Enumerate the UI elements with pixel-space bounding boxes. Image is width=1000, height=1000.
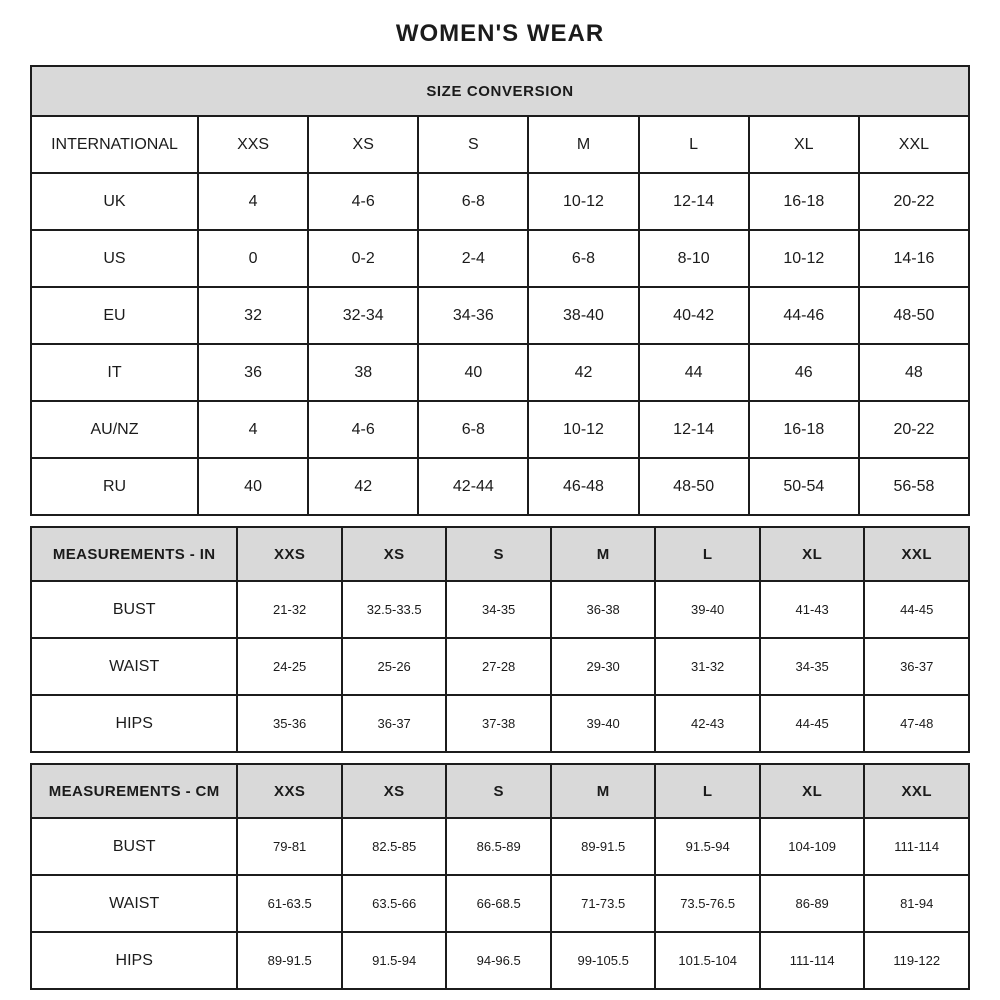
measurement-value-cell: 34-35 bbox=[760, 638, 865, 695]
size-value-cell: 36 bbox=[198, 344, 308, 401]
size-value-cell: 20-22 bbox=[859, 401, 969, 458]
size-conversion-title: SIZE CONVERSION bbox=[31, 66, 969, 116]
row-label: US bbox=[31, 230, 198, 287]
column-header-l: L bbox=[639, 116, 749, 173]
column-header-xs: XS bbox=[342, 764, 447, 818]
column-header-l: L bbox=[655, 527, 760, 581]
column-header-m: M bbox=[528, 116, 638, 173]
size-value-cell: 16-18 bbox=[749, 173, 859, 230]
measurement-value-cell: 29-30 bbox=[551, 638, 656, 695]
measurement-value-cell: 82.5-85 bbox=[342, 818, 447, 875]
measurement-value-cell: 44-45 bbox=[864, 581, 969, 638]
measurement-value-cell: 73.5-76.5 bbox=[655, 875, 760, 932]
measurement-value-cell: 89-91.5 bbox=[237, 932, 342, 989]
table-row-uk bbox=[31, 173, 969, 230]
measurement-value-cell: 86.5-89 bbox=[446, 818, 551, 875]
measurement-value-cell: 119-122 bbox=[864, 932, 969, 989]
size-value-cell: 12-14 bbox=[639, 173, 749, 230]
measurements-cm-title: MEASUREMENTS - CM bbox=[31, 764, 237, 818]
size-value-cell: 48-50 bbox=[639, 458, 749, 515]
measurement-value-cell: 86-89 bbox=[760, 875, 865, 932]
table-row-hips bbox=[31, 932, 969, 989]
measurement-value-cell: 39-40 bbox=[655, 581, 760, 638]
column-header-s: S bbox=[418, 116, 528, 173]
size-value-cell: 46 bbox=[749, 344, 859, 401]
size-value-cell: 16-18 bbox=[749, 401, 859, 458]
table-row-ru bbox=[31, 458, 969, 515]
measurement-value-cell: 47-48 bbox=[864, 695, 969, 752]
size-value-cell: 42-44 bbox=[418, 458, 528, 515]
column-header-xxs: XXS bbox=[237, 764, 342, 818]
size-value-cell: 10-12 bbox=[749, 230, 859, 287]
size-guide-page bbox=[30, 0, 970, 990]
size-value-cell: 42 bbox=[528, 344, 638, 401]
measurement-value-cell: 44-45 bbox=[760, 695, 865, 752]
table-row-bust bbox=[31, 581, 969, 638]
table-row-waist bbox=[31, 638, 969, 695]
column-header-xxl: XXL bbox=[864, 527, 969, 581]
table-header-row bbox=[31, 527, 969, 581]
size-value-cell: 56-58 bbox=[859, 458, 969, 515]
size-value-cell: 40 bbox=[418, 344, 528, 401]
row-label: RU bbox=[31, 458, 198, 515]
measurement-value-cell: 37-38 bbox=[446, 695, 551, 752]
table-row-waist bbox=[31, 875, 969, 932]
size-value-cell: 32 bbox=[198, 287, 308, 344]
measurement-value-cell: 24-25 bbox=[237, 638, 342, 695]
column-header-xl: XL bbox=[760, 764, 865, 818]
size-value-cell: 8-10 bbox=[639, 230, 749, 287]
measurement-value-cell: 99-105.5 bbox=[551, 932, 656, 989]
row-label: BUST bbox=[31, 581, 237, 638]
column-header-xxs: XXS bbox=[198, 116, 308, 173]
size-value-cell: 4-6 bbox=[308, 173, 418, 230]
measurement-value-cell: 25-26 bbox=[342, 638, 447, 695]
measurement-value-cell: 42-43 bbox=[655, 695, 760, 752]
measurement-value-cell: 94-96.5 bbox=[446, 932, 551, 989]
size-value-cell: 38 bbox=[308, 344, 418, 401]
size-conversion-table bbox=[30, 65, 970, 516]
size-value-cell: 14-16 bbox=[859, 230, 969, 287]
measurement-value-cell: 36-37 bbox=[864, 638, 969, 695]
table-row-it bbox=[31, 344, 969, 401]
size-value-cell: 48-50 bbox=[859, 287, 969, 344]
table-row-hips bbox=[31, 695, 969, 752]
row-label: IT bbox=[31, 344, 198, 401]
size-value-cell: 44-46 bbox=[749, 287, 859, 344]
row-label: UK bbox=[31, 173, 198, 230]
size-value-cell: 42 bbox=[308, 458, 418, 515]
size-value-cell: 0-2 bbox=[308, 230, 418, 287]
table-row-bust bbox=[31, 818, 969, 875]
column-header-xs: XS bbox=[342, 527, 447, 581]
table-caption-row bbox=[31, 66, 969, 116]
column-header-xxs: XXS bbox=[237, 527, 342, 581]
size-value-cell: 38-40 bbox=[528, 287, 638, 344]
row-label: HIPS bbox=[31, 695, 237, 752]
size-value-cell: 10-12 bbox=[528, 173, 638, 230]
size-value-cell: 12-14 bbox=[639, 401, 749, 458]
measurement-value-cell: 34-35 bbox=[446, 581, 551, 638]
measurement-value-cell: 81-94 bbox=[864, 875, 969, 932]
measurement-value-cell: 91.5-94 bbox=[655, 818, 760, 875]
column-header-s: S bbox=[446, 527, 551, 581]
measurement-value-cell: 35-36 bbox=[237, 695, 342, 752]
column-header-xxl: XXL bbox=[864, 764, 969, 818]
size-value-cell: 40 bbox=[198, 458, 308, 515]
measurement-value-cell: 36-37 bbox=[342, 695, 447, 752]
size-value-cell: 4 bbox=[198, 173, 308, 230]
size-value-cell: 2-4 bbox=[418, 230, 528, 287]
measurement-value-cell: 111-114 bbox=[864, 818, 969, 875]
size-value-cell: 10-12 bbox=[528, 401, 638, 458]
table-header-row bbox=[31, 116, 969, 173]
size-value-cell: 6-8 bbox=[418, 173, 528, 230]
column-header-international: INTERNATIONAL bbox=[31, 116, 198, 173]
measurement-value-cell: 27-28 bbox=[446, 638, 551, 695]
size-value-cell: 48 bbox=[859, 344, 969, 401]
column-header-xs: XS bbox=[308, 116, 418, 173]
column-header-xl: XL bbox=[749, 116, 859, 173]
page-title: WOMEN'S WEAR bbox=[395, 20, 605, 47]
measurement-value-cell: 61-63.5 bbox=[237, 875, 342, 932]
size-value-cell: 46-48 bbox=[528, 458, 638, 515]
size-value-cell: 4-6 bbox=[308, 401, 418, 458]
size-value-cell: 0 bbox=[198, 230, 308, 287]
measurement-value-cell: 66-68.5 bbox=[446, 875, 551, 932]
column-header-s: S bbox=[446, 764, 551, 818]
measurements-in-table bbox=[30, 526, 970, 753]
row-label: AU/NZ bbox=[31, 401, 198, 458]
row-label: HIPS bbox=[31, 932, 237, 989]
measurements-in-title: MEASUREMENTS - IN bbox=[31, 527, 237, 581]
size-value-cell: 4 bbox=[198, 401, 308, 458]
column-header-m: M bbox=[551, 527, 656, 581]
row-label: WAIST bbox=[31, 638, 237, 695]
measurement-value-cell: 21-32 bbox=[237, 581, 342, 638]
measurement-value-cell: 111-114 bbox=[760, 932, 865, 989]
table-header-row bbox=[31, 764, 969, 818]
column-header-xxl: XXL bbox=[859, 116, 969, 173]
measurement-value-cell: 41-43 bbox=[760, 581, 865, 638]
size-value-cell: 34-36 bbox=[418, 287, 528, 344]
measurements-cm-table bbox=[30, 763, 970, 990]
measurement-value-cell: 91.5-94 bbox=[342, 932, 447, 989]
measurement-value-cell: 39-40 bbox=[551, 695, 656, 752]
measurement-value-cell: 89-91.5 bbox=[551, 818, 656, 875]
size-value-cell: 6-8 bbox=[418, 401, 528, 458]
measurement-value-cell: 71-73.5 bbox=[551, 875, 656, 932]
column-header-xl: XL bbox=[760, 527, 865, 581]
row-label: WAIST bbox=[31, 875, 237, 932]
measurement-value-cell: 101.5-104 bbox=[655, 932, 760, 989]
measurement-value-cell: 32.5-33.5 bbox=[342, 581, 447, 638]
measurement-value-cell: 31-32 bbox=[655, 638, 760, 695]
size-value-cell: 20-22 bbox=[859, 173, 969, 230]
row-label: BUST bbox=[31, 818, 237, 875]
size-value-cell: 32-34 bbox=[308, 287, 418, 344]
column-header-l: L bbox=[655, 764, 760, 818]
size-value-cell: 6-8 bbox=[528, 230, 638, 287]
table-row-us bbox=[31, 230, 969, 287]
table-row-eu bbox=[31, 287, 969, 344]
measurement-value-cell: 79-81 bbox=[237, 818, 342, 875]
measurement-value-cell: 63.5-66 bbox=[342, 875, 447, 932]
table-row-aunz bbox=[31, 401, 969, 458]
row-label: EU bbox=[31, 287, 198, 344]
size-value-cell: 40-42 bbox=[639, 287, 749, 344]
size-value-cell: 44 bbox=[639, 344, 749, 401]
size-value-cell: 50-54 bbox=[749, 458, 859, 515]
measurement-value-cell: 104-109 bbox=[760, 818, 865, 875]
column-header-m: M bbox=[551, 764, 656, 818]
measurement-value-cell: 36-38 bbox=[551, 581, 656, 638]
